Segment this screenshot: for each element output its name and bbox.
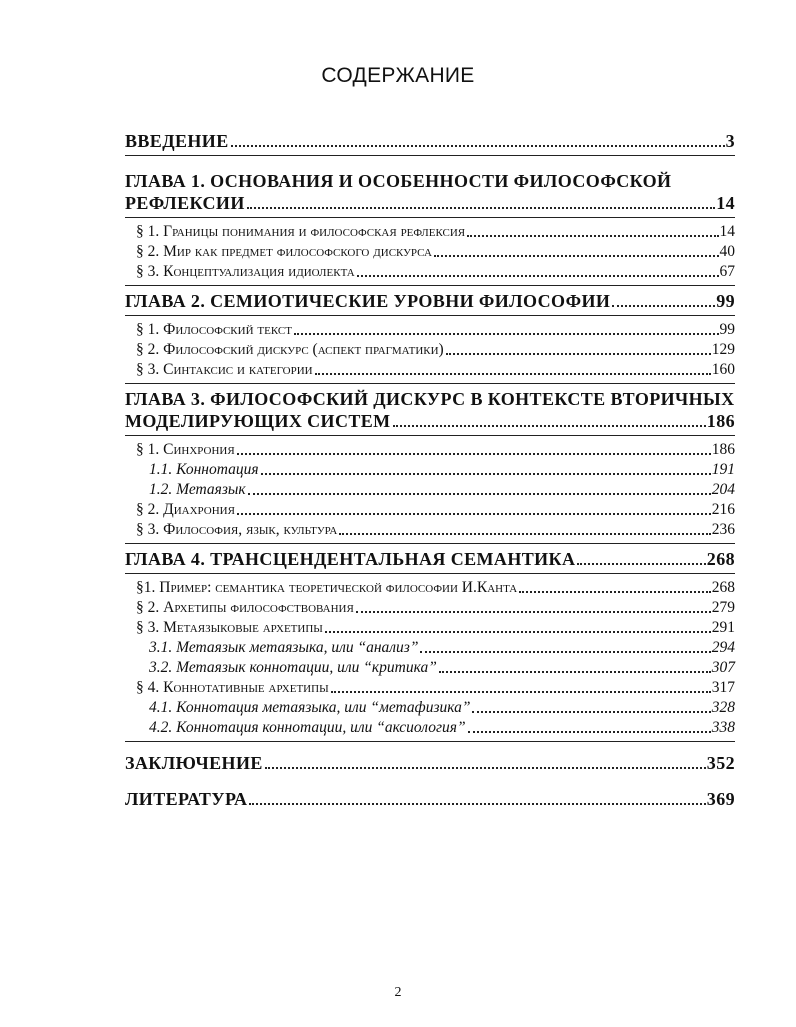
toc-entry-page: 186 — [706, 411, 735, 431]
leader-dots — [357, 273, 719, 277]
toc-entry-label: §1. Пример: семантика теоретической философии И.Канта — [136, 579, 518, 596]
toc-entry-subsection[interactable] — [125, 460, 735, 480]
toc-entry-label: § 3. Метаязыковые архетипы — [136, 619, 323, 636]
page-title: СОДЕРЖАНИЕ — [321, 64, 475, 87]
leader-dots — [265, 765, 706, 769]
toc-entry-page: 67 — [719, 263, 735, 280]
toc-entry-page: 14 — [719, 223, 735, 240]
leader-dots — [237, 511, 711, 515]
toc-entry-label: § 2. Философский дискурс (аспект прагматики) — [136, 341, 444, 358]
toc-entry-label: 4.1. Коннотация метаязыка, или “метафизика” — [149, 699, 471, 716]
toc-entry-page: 268 — [711, 579, 735, 596]
toc-entry-page: 338 — [711, 719, 735, 736]
toc-entry-page: 99 — [719, 321, 735, 338]
leader-dots — [231, 143, 725, 147]
toc-entry-label: 1.1. Коннотация — [149, 461, 259, 478]
toc-entry-label: ЛИТЕРАТУРА — [125, 789, 248, 809]
toc-entry-page: 191 — [711, 461, 735, 478]
toc-entry-label: § 3. Концептуализация идиолекта — [136, 263, 355, 280]
divider — [125, 435, 735, 436]
toc-entry-page: 369 — [706, 789, 735, 809]
toc-entry-label: § 1. Философский текст — [136, 321, 292, 338]
toc-entry-label: § 2. Диахрония — [136, 501, 235, 518]
toc-entry-chapter[interactable] — [125, 410, 735, 432]
toc-entry-intro[interactable] — [125, 130, 735, 152]
toc-entry-label: § 2. Архетипы философствования — [136, 599, 354, 616]
toc-entry-conclusion[interactable] — [125, 752, 735, 774]
chapter-block — [125, 170, 735, 286]
toc-entry-section[interactable] — [125, 222, 735, 242]
toc-entry-section[interactable] — [125, 340, 735, 360]
leader-dots — [393, 423, 706, 427]
divider — [125, 315, 735, 316]
divider — [125, 155, 735, 156]
toc-entry-subsection[interactable] — [125, 638, 735, 658]
toc-entry-section[interactable] — [125, 678, 735, 698]
leader-dots — [420, 649, 710, 653]
toc-entry-page: 294 — [711, 639, 735, 656]
toc-entry-chapter[interactable] — [125, 548, 735, 570]
toc-entry-subsection[interactable] — [125, 480, 735, 500]
leader-dots — [247, 205, 715, 209]
leader-dots — [439, 669, 711, 673]
chapter-block — [125, 548, 735, 742]
toc-entry-page: 216 — [711, 501, 735, 518]
divider — [125, 573, 735, 574]
leader-dots — [468, 729, 711, 733]
toc-entry-page: 14 — [716, 193, 735, 213]
divider — [125, 217, 735, 218]
toc-entry-section[interactable] — [125, 598, 735, 618]
toc-entry-section[interactable] — [125, 618, 735, 638]
leader-dots — [294, 331, 719, 335]
toc-entry-label: ЗАКЛЮЧЕНИЕ — [125, 753, 263, 773]
toc-entry-page: 99 — [716, 291, 735, 311]
toc-entry-page: 328 — [711, 699, 735, 716]
chapter-heading-line: ГЛАВА 1. ОСНОВАНИЯ И ОСОБЕННОСТИ ФИЛОСОФСКОЙ — [125, 171, 672, 191]
divider — [125, 543, 735, 544]
toc-entry-section[interactable] — [125, 578, 735, 598]
toc-entry-chapter[interactable] — [125, 192, 735, 214]
leader-dots — [519, 589, 711, 593]
toc-entry-page: 160 — [711, 361, 735, 378]
toc-entry-page: 317 — [711, 679, 735, 696]
leader-dots — [356, 609, 711, 613]
toc-entry-label: 3.2. Метаязык коннотации, или “критика” — [149, 659, 437, 676]
toc-entry-page: 307 — [711, 659, 735, 676]
toc-entry-page: 3 — [725, 131, 735, 151]
leader-dots — [467, 233, 718, 237]
toc-entry-label: § 3. Синтаксис и категории — [136, 361, 313, 378]
toc-entry-label: § 2. Мир как предмет философского дискурса — [136, 243, 432, 260]
toc-entry-label: § 3. Философия, язык, культура — [136, 521, 338, 538]
leader-dots — [237, 451, 711, 455]
divider — [125, 383, 735, 384]
toc-entry-section[interactable] — [125, 242, 735, 262]
toc-entry-subsection[interactable] — [125, 718, 735, 738]
toc-entry-section[interactable] — [125, 320, 735, 340]
leader-dots — [315, 371, 711, 375]
chapters-list — [125, 170, 735, 742]
leader-dots — [434, 253, 719, 257]
toc-entry-label: ГЛАВА 4. ТРАНСЦЕНДЕНТАЛЬНАЯ СЕМАНТИКА — [125, 549, 576, 569]
chapter-heading-line: ГЛАВА 3. ФИЛОСОФСКИЙ ДИСКУРС В КОНТЕКСТЕ ВТОРИЧНЫХ — [125, 389, 735, 409]
toc-entry-label: § 1. Границы понимания и философская рефлексия — [136, 223, 466, 240]
toc-entry-page: 204 — [711, 481, 735, 498]
toc-entry-section[interactable] — [125, 500, 735, 520]
chapter-block — [125, 290, 735, 384]
toc-entry-subsection[interactable] — [125, 658, 735, 678]
leader-dots — [325, 629, 711, 633]
leader-dots — [261, 471, 711, 475]
toc-entry-page: 279 — [711, 599, 735, 616]
leader-dots — [612, 303, 715, 307]
toc-entry-chapter[interactable] — [125, 290, 735, 312]
toc-entry-label: 4.2. Коннотация коннотации, или “аксиология” — [149, 719, 466, 736]
toc-entry-page: 291 — [711, 619, 735, 636]
toc-entry-section[interactable] — [125, 520, 735, 540]
toc-entry-label: § 1. Синхрония — [136, 441, 235, 458]
toc-entry-label: § 4. Коннотативные архетипы — [136, 679, 329, 696]
leader-dots — [331, 689, 711, 693]
toc-entry-label: МОДЕЛИРУЮЩИХ СИСТЕМ — [125, 411, 391, 431]
toc-entry-label: ГЛАВА 2. СЕМИОТИЧЕСКИЕ УРОВНИ ФИЛОСОФИИ — [125, 291, 611, 311]
toc-entry-label: 3.1. Метаязык метаязыка, или “анализ” — [149, 639, 419, 656]
leader-dots — [248, 491, 711, 495]
page-number: 2 — [394, 985, 402, 1000]
chapter-block — [125, 388, 735, 544]
leader-dots — [446, 351, 711, 355]
toc-entry-page: 352 — [706, 753, 735, 773]
toc-entry-label: 1.2. Метаязык — [149, 481, 246, 498]
leader-dots — [577, 561, 705, 565]
table-of-contents — [125, 130, 735, 810]
toc-entry-literature[interactable] — [125, 788, 735, 810]
toc-entry-page: 186 — [711, 441, 735, 458]
divider — [125, 741, 735, 742]
toc-entry-section[interactable] — [125, 440, 735, 460]
toc-entry-page: 236 — [711, 521, 735, 538]
leader-dots — [339, 531, 710, 535]
toc-entry-page: 268 — [706, 549, 735, 569]
toc-entry-page: 40 — [719, 243, 735, 260]
leader-dots — [249, 801, 705, 805]
toc-entry-section[interactable] — [125, 360, 735, 380]
leader-dots — [472, 709, 710, 713]
toc-entry-section[interactable] — [125, 262, 735, 282]
toc-entry-page: 129 — [711, 341, 735, 358]
toc-entry-subsection[interactable] — [125, 698, 735, 718]
toc-entry-label: РЕФЛЕКСИИ — [125, 193, 245, 213]
divider — [125, 285, 735, 286]
toc-entry-label: ВВЕДЕНИЕ — [125, 131, 229, 151]
